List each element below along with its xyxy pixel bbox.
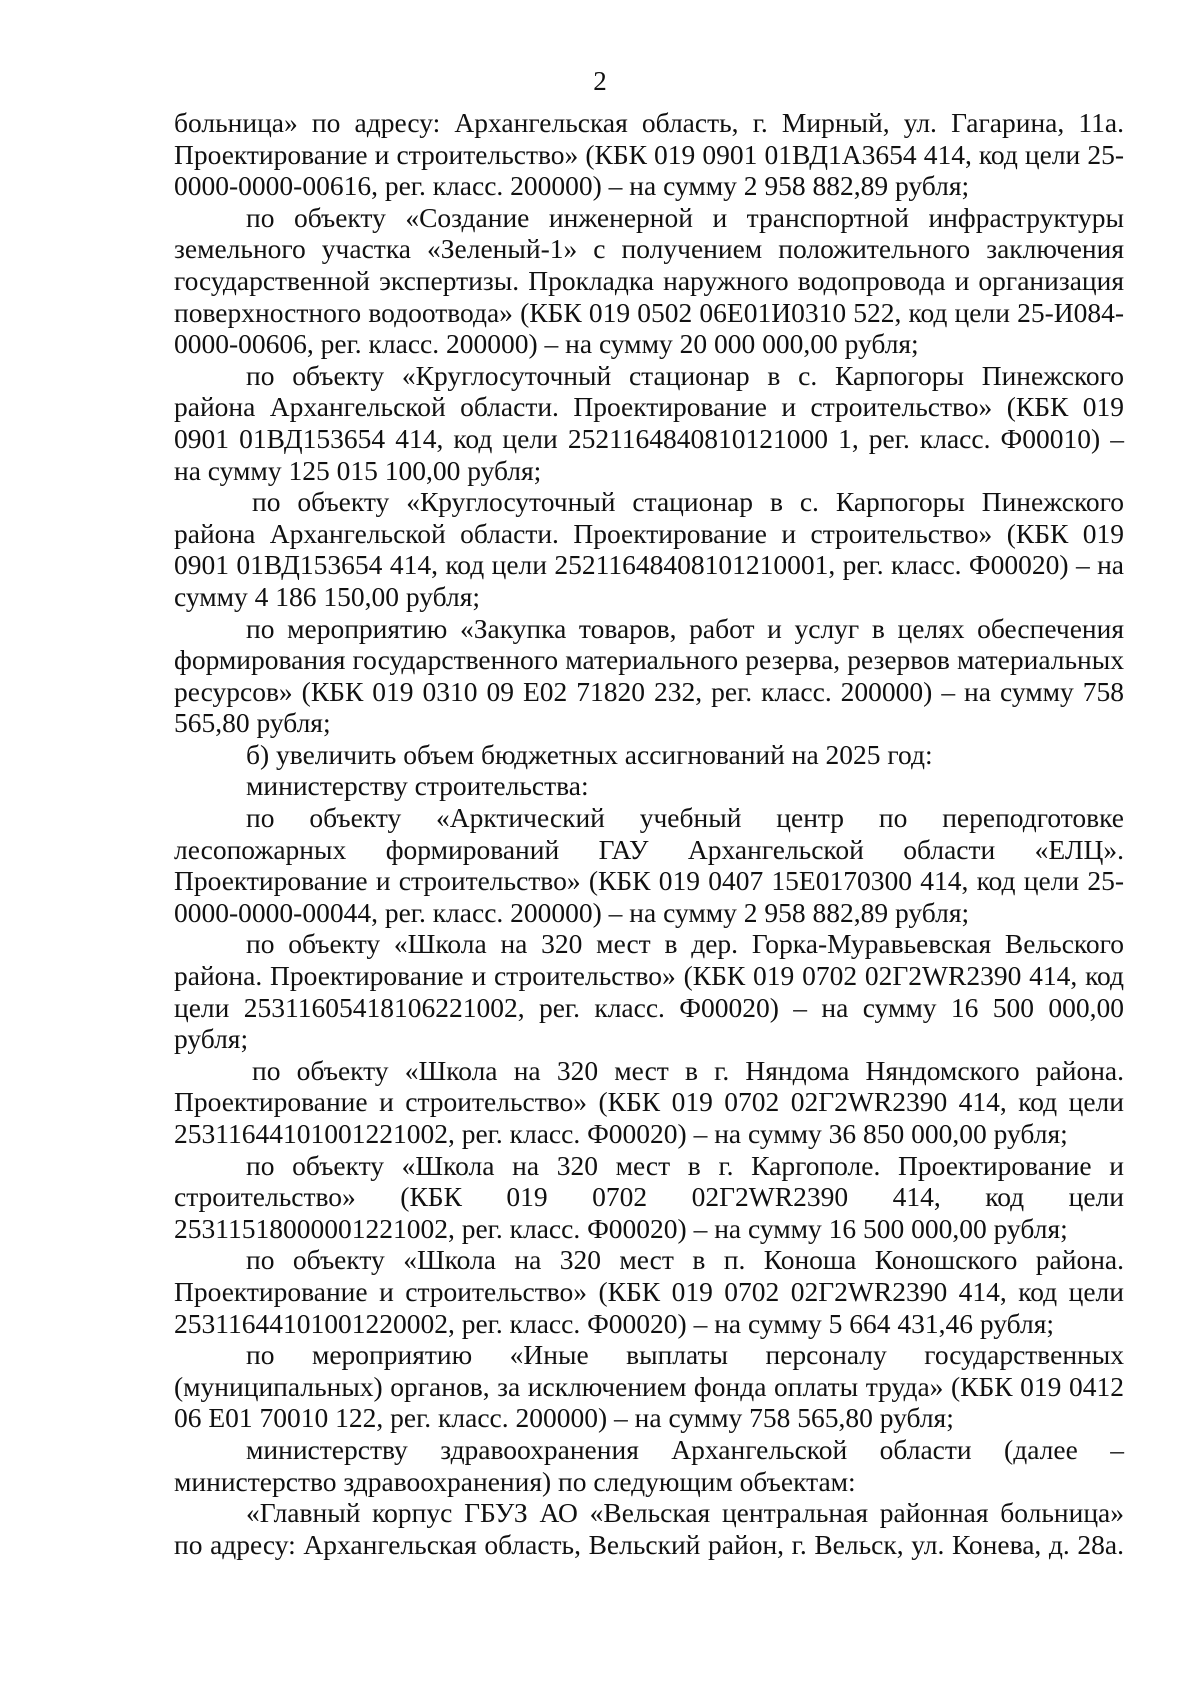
- paragraph-other-personnel-payments: по мероприятию «Иные выплаты персоналу государственных (муниципальных) органов, за исключением фонда оплаты труда» (КБК 019 0412 06 Е01 70010 122, рег. класс. 200000) – на сумму 758 565,80 рубля;: [174, 1339, 1124, 1434]
- page-number: 2: [593, 66, 607, 96]
- paragraph-material-reserve-purchase: по мероприятию «Закупка товаров, работ и услуг в целях обеспечения формирования государственного материального резерва, резервов материальных ресурсов» (КБК 019 0310 09 Е02 71820 232, рег. класс. 200000) – на сумму 758 565,80 рубля;: [174, 612, 1124, 739]
- paragraph-karpogory-hospital-f00010: по объекту «Круглосуточный стационар в с. Карпогоры Пинежского района Архангельской области. Проектирование и строительство» (КБК 019 0901 01ВД153654 414, код цели 2521164840810121000 1, рег. класс. Ф00010) – на сумму 125 015 100,00 рубля;: [174, 359, 1124, 486]
- paragraph-school-kargopol: по объекту «Школа на 320 мест в г. Каргополе. Проектирование и строительство» (КБК 019 0702 02Г2WR2390 414, код цели 25311518000001221002, рег. класс. Ф00020) – на сумму 16 500 000,00 рубля;: [174, 1149, 1124, 1244]
- paragraph-ministry-of-construction: министерству строительства:: [246, 770, 589, 802]
- paragraph-increase-allocations-heading: б) увеличить объем бюджетных ассигнований на 2025 год:: [246, 738, 933, 770]
- paragraph-school-gorka-muravyevskaya: по объекту «Школа на 320 мест в дер. Горка-Муравьевская Вельского района. Проектирование и строительство» (КБК 019 0702 02Г2WR2390 414, код цели 25311605418106221002, рег. класс. Ф00020) – на сумму 16 500 000,00 рубля;: [174, 928, 1124, 1055]
- paragraph-ministry-of-health: министерству здравоохранения Архангельской области (далее – министерство здравоохранения) по следующим объектам:: [174, 1433, 1124, 1497]
- paragraph-school-konosha: по объекту «Школа на 320 мест в п. Коноша Коношского района. Проектирование и строительство» (КБК 019 0702 02Г2WR2390 414, код цели 25311644101001220002, рег. класс. Ф00020) – на сумму 5 664 431,46 рубля;: [174, 1244, 1124, 1339]
- paragraph-zeleny-1-infrastructure: по объекту «Создание инженерной и транспортной инфраструктуры земельного участка «Зеленый-1» с получением положительного заключения государственной экспертизы. Прокладка наружного водопровода и организация поверхностного водоотвода» (КБК 019 0502 06Е01И0310 522, код цели 25-И084-0000-00606, рег. класс. 200000) – на сумму 20 000 000,00 рубля;: [174, 201, 1124, 360]
- paragraph-school-nyandoma: по объекту «Школа на 320 мест в г. Няндома Няндомского района. Проектирование и строительство» (КБК 019 0702 02Г2WR2390 414, код цели 25311644101001221002, рег. класс. Ф00020) – на сумму 36 850 000,00 рубля;: [174, 1054, 1124, 1149]
- paragraph-karpogory-hospital-f00020: по объекту «Круглосуточный стационар в с. Карпогоры Пинежского района Архангельской области. Проектирование и строительство» (КБК 019 0901 01ВД153654 414, код цели 25211648408101210001, рег. класс. Ф00020) – на сумму 4 186 150,00 рубля;: [174, 486, 1124, 612]
- document-body: [174, 107, 1124, 1560]
- paragraph-arctic-training-center: по объекту «Арктический учебный центр по переподготовке лесопожарных формирований ГАУ Архангельской области «ЕЛЦ». Проектирование и строительство» (КБК 019 0407 15Е0170300 414, код цели 25-0000-0000-00044, рег. класс. 200000) – на сумму 2 958 882,89 рубля;: [174, 802, 1124, 928]
- paragraph-velsk-hospital-main-building: «Главный корпус ГБУЗ АО «Вельская центральная районная больница» по адресу: Архангельская область, Вельский район, г. Вельск, ул. Конева, д. 28а.: [174, 1497, 1124, 1560]
- paragraph-mirny-hospital-continuation: больница» по адресу: Архангельская область, г. Мирный, ул. Гагарина, 11а. Проектирование и строительство» (КБК 019 0901 01ВД1А3654 414, код цели 25-0000-0000-00616, рег. класс. 200000) – на сумму 2 958 882,89 рубля;: [174, 107, 1124, 202]
